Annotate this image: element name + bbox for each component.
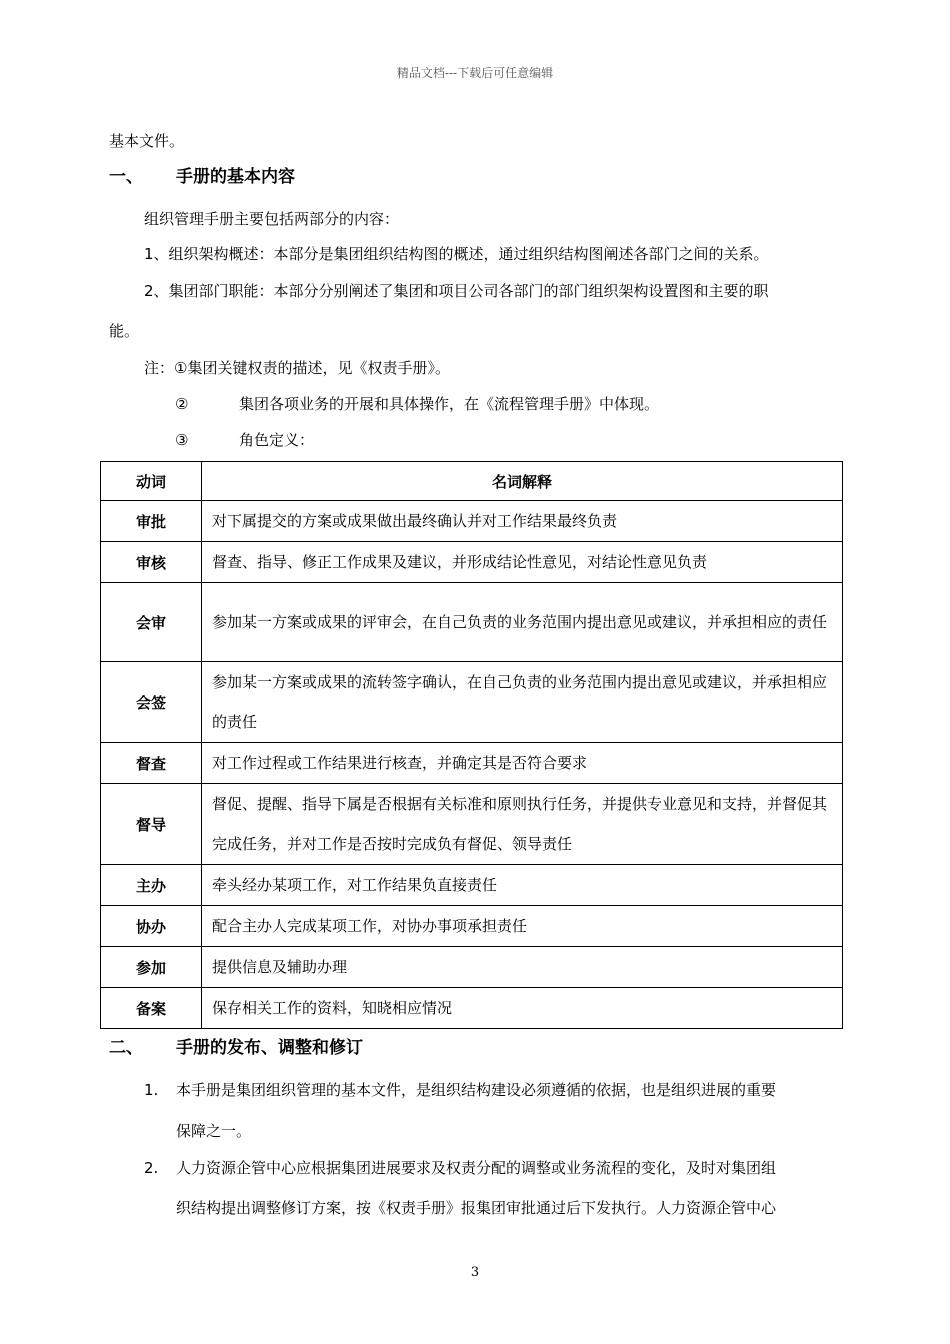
section1-item2-line1: 2、集团部门职能：本部分分别阐述了集团和项目公司各部门的部门组织架构设置图和主要的职 [144, 282, 769, 300]
section2-item1-line1: 本手册是集团组织管理的基本文件，是组织结构建设必须遵循的依据，也是组织进展的重要 [176, 1081, 777, 1099]
page-header: 精品文档---下载后可任意编辑 [396, 66, 554, 80]
definition-cell: 督查、指导、修正工作成果及建议，并形成结论性意见，对结论性意见负责 [202, 542, 843, 583]
definition-cell: 对工作过程或工作结果进行核查，并确定其是否符合要求 [202, 743, 843, 784]
definition-cell: 保存相关工作的资料，知晓相应情况 [202, 988, 843, 1029]
definition-cell: 配合主办人完成某项工作，对协办事项承担责任 [202, 906, 843, 947]
table-row [101, 784, 843, 865]
section2-item1-number: 1. [144, 1081, 159, 1099]
definition-cell: 牵头经办某项工作，对工作结果负直接责任 [202, 865, 843, 906]
table-row [101, 583, 843, 662]
section2-item1-line2: 保障之一。 [176, 1122, 252, 1140]
table-header-row [101, 462, 843, 501]
section1-item2-line2: 能。 [109, 322, 140, 340]
definition-cell: 提供信息及辅助办理 [202, 947, 843, 988]
definition-cell: 参加某一方案或成果的评审会，在自己负责的业务范围内提出意见或建议，并承担相应的责任 [202, 583, 843, 662]
table-row [101, 501, 843, 542]
section1-lead: 组织管理手册主要包括两部分的内容： [144, 210, 400, 228]
table-row [101, 947, 843, 988]
section2-number: 二、 [109, 1038, 143, 1058]
section1-item1: 1、组织架构概述：本部分是集团组织结构图的概述，通过组织结构图阐述各部门之间的关系。 [144, 245, 769, 263]
header-verb: 动词 [101, 462, 202, 501]
term-cell: 督导 [101, 784, 202, 865]
note-2-mark: ② [175, 395, 189, 413]
term-cell: 备案 [101, 988, 202, 1029]
section2-title: 手册的发布、调整和修订 [176, 1038, 363, 1058]
table-row [101, 988, 843, 1029]
note-3-mark: ③ [175, 431, 189, 449]
definition-cell: 对下属提交的方案或成果做出最终确认并对工作结果最终负责 [202, 501, 843, 542]
term-cell: 督查 [101, 743, 202, 784]
term-cell: 协办 [101, 906, 202, 947]
definition-cell: 督促、提醒、指导下属是否根据有关标准和原则执行任务，并提供专业意见和支持，并督促其完成任务，并对工作是否按时完成负有督促、领导责任 [202, 784, 843, 865]
note-2-text: 集团各项业务的开展和具体操作，在《流程管理手册》中体现。 [239, 395, 660, 413]
intro-fragment: 基本文件。 [109, 132, 185, 150]
section2-item2-line1: 人力资源企管中心应根据集团进展要求及权责分配的调整或业务流程的变化，及时对集团组 [176, 1159, 777, 1177]
note-1: 注：①集团关键权责的描述，见《权责手册》。 [144, 359, 450, 377]
section2-item2-number: 2. [144, 1159, 159, 1177]
term-cell: 参加 [101, 947, 202, 988]
definition-cell: 参加某一方案或成果的流转签字确认，在自己负责的业务范围内提出意见或建议，并承担相应的责任 [202, 662, 843, 743]
section1-title: 手册的基本内容 [176, 167, 295, 187]
term-cell: 会审 [101, 583, 202, 662]
term-cell: 审核 [101, 542, 202, 583]
section2-item2-line2: 织结构提出调整修订方案，按《权责手册》报集团审批通过后下发执行。人力资源企管中心 [176, 1199, 777, 1217]
term-cell: 审批 [101, 501, 202, 542]
table-row [101, 662, 843, 743]
header-definition: 名词解释 [202, 462, 843, 501]
term-cell: 主办 [101, 865, 202, 906]
role-definition-table [100, 461, 843, 1029]
table-row [101, 906, 843, 947]
table-row [101, 865, 843, 906]
table-row [101, 743, 843, 784]
section1-number: 一、 [109, 167, 143, 187]
table-row [101, 542, 843, 583]
note-3-text: 角色定义： [239, 431, 315, 449]
term-cell: 会签 [101, 662, 202, 743]
page-number: 3 [470, 1265, 480, 1280]
